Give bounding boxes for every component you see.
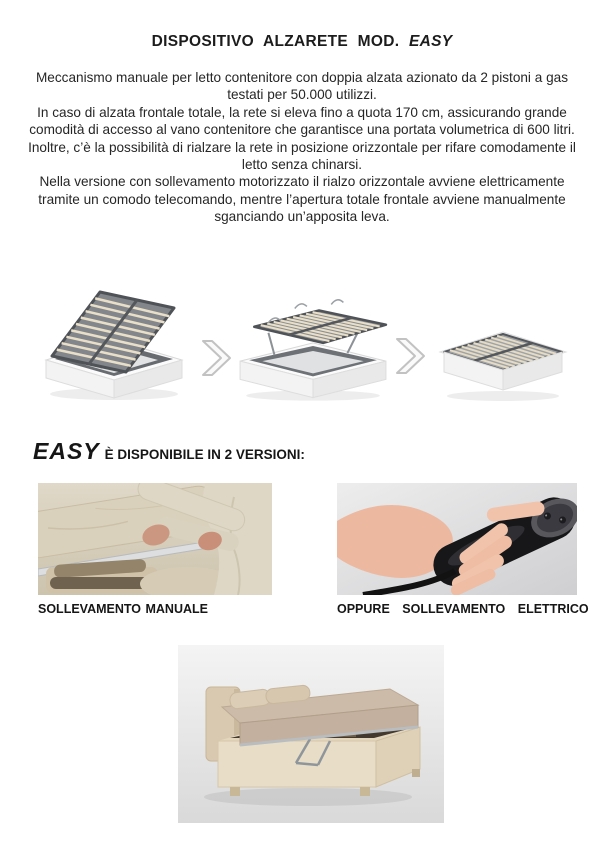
bed-raised-horizontal-image xyxy=(234,292,392,404)
intro-paragraph: In caso di alzata frontale totale, la rete si eleva fino a quota 170 cm, assicurando grande comodità di accesso al vano contenitore che garantisce una portata volumetrica di 600 litri. xyxy=(29,104,575,138)
intro-paragraph: Nella versione con sollevamento motorizzato il rialzo orizzontale avviene elettricamente tramite un comodo telecomando, mentre l’apertura totale frontale avviene manualmente sganciando un’apposita leva. xyxy=(38,174,566,225)
page-title-model: EASY xyxy=(408,33,453,50)
remote-control-photo xyxy=(337,483,577,595)
versions-heading-text: È DISPONIBILE IN 2 VERSIONI: xyxy=(104,447,305,462)
chevron-right-icon xyxy=(200,336,238,380)
intro-paragraph: Inoltre, c’è la possibilità di rialzare la rete in posizione orizzontale per rifare comodamente il letto senza chinarsi. xyxy=(28,139,576,173)
storage-bed-photo xyxy=(178,645,444,823)
chevron-right-icon xyxy=(394,334,432,378)
bed-open-angled-image xyxy=(38,284,190,402)
intro-paragraph: Meccanismo manuale per letto contenitore con doppia alzata azionato da 2 pistoni a gas testati per 50.000 utilizzi. xyxy=(35,70,568,103)
intro-text xyxy=(24,69,580,226)
manual-lifting-photo xyxy=(38,483,272,595)
versions-heading-model: EASY xyxy=(33,438,100,464)
page-title xyxy=(0,33,604,51)
page-title-text: DISPOSITIVO ALZARETE MOD. xyxy=(151,33,400,50)
caption-electric: OPPURE SOLLEVAMENTO ELETTRICO xyxy=(337,602,589,616)
caption-manual: SOLLEVAMENTO MANUALE xyxy=(38,602,208,616)
bed-closed-image xyxy=(438,306,570,404)
versions-heading xyxy=(33,438,305,465)
